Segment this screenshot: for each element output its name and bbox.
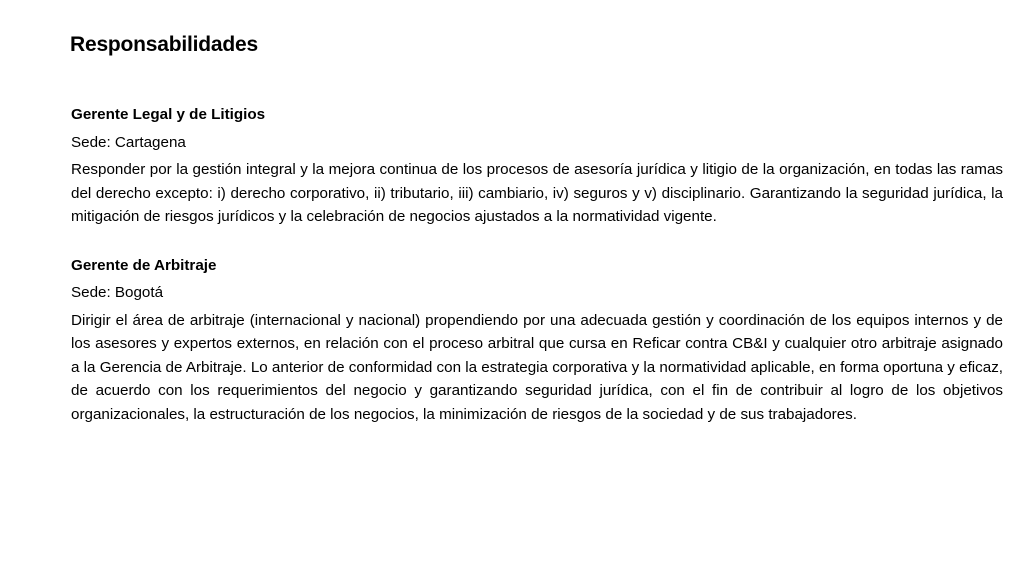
role-description: Responder por la gestión integral y la mejora continua de los procesos de asesoría jurídica y litigio de la organización, en todas las ramas del derecho excepto: i) derecho corporativo, ii) tributario, iii) cambiario, iv) seguros y v) disciplinario. Garantizando la seguridad jurídica, la mitigación de riesgos jurídicos y la celebración de negocios ajustados a la normatividad vigente. [71,161,1003,225]
page-title: Responsabilidades [70,33,258,56]
role-title: Gerente de Arbitraje [71,256,217,274]
responsibilities-content [71,103,1003,426]
section-arbitraje [71,254,1003,427]
role-title: Gerente Legal y de Litigios [71,106,266,123]
role-description: Dirigir el área de arbitraje (internacional y nacional) propendiendo por una adecuada gestión y coordinación de los equipos internos y de los asesores y expertos externos, en relación con el proceso arbitral que cursa en Reficar contra CB&I y cualquier otro arbitraje asignado a la Gerencia de Arbitraje. Lo anterior de conformidad con la estrategia corporativa y la normatividad aplicable, en forma oportuna y eficaz, de acuerdo con los requerimientos del negocio y garantizando seguridad jurídica, con el fin de contribuir al logro de los objetivos organizacionales, la estructuración de los negocios, la minimización de riesgos de la sociedad y de sus trabajadores. [71,311,1004,423]
role-sede: Sede: Bogotá [71,284,164,301]
role-sede: Sede: Cartagena [71,133,186,151]
section-legal-litigios [71,103,1003,229]
